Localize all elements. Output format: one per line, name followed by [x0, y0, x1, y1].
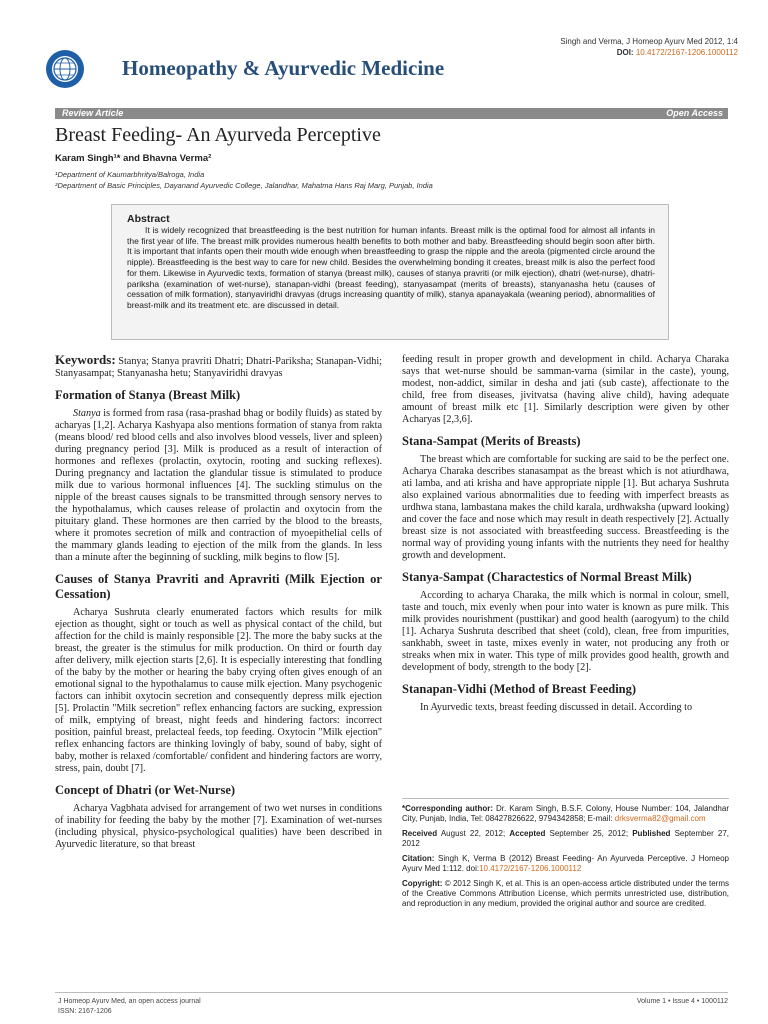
- copyright: Copyright: © 2012 Singh K, et al. This is an open-access article distributed under the terms of the Creative Commons Attribution License, which permits unrestricted use, distribution, and reproduction in any medium, provided the original author and source are credited.: [402, 879, 729, 908]
- section-heading-causes: Causes of Stanya Pravriti and Apravriti (Milk Ejection or Cessation): [55, 572, 382, 601]
- footer-volume: Volume 1 • Issue 4 • 1000112: [636, 998, 728, 1005]
- publisher-logo-icon: [44, 48, 86, 90]
- citation-doi-link[interactable]: 10.4172/2167-1206.1000112: [479, 864, 582, 873]
- keywords-label: Keywords:: [55, 352, 116, 367]
- article-type-label: Review Article: [62, 108, 124, 118]
- abstract-heading: Abstract: [127, 213, 170, 225]
- abstract-text: It is widely recognized that breastfeeding is the best nutrition for human infants. Breast milk is the optimal food for almost all infants in the first year of life. The breast milk provides numerous health benefits to both mother and baby. Breastfeeding should begin soon after birth. It is important that infants open their mouth wide enough when breastfeeding to grasp the nipple and the areola (pigmented circle around the nipple). Breastfeeding is the best way to care for new child. Besides the overwhelming bonding it creates, breast milk is also the perfect food for them. Likewise in Ayurvedic texts, formation of stanya (breast milk), causes of stanya pravriti (or milk ejection), dhatri (wet-nurse), dhatri-pariksha (examination of wet-nurse), stanapan-vidhi (breast feeding), stanyasampat (merits of breasts), stanyanasha hetu (causes of cessation of milk formation), stanyaviridhi dravyas (drugs increasing quantity of milk), stanya apanayakala (weaning period), abnormalities of breast-milk and its treatment etc. are discussed in detail.: [127, 225, 655, 310]
- corresponding-author: *Corresponding author: Dr. Karam Singh, B.S.F. Colony, House Number: 104, Jalandhar City, Punjab, India, Tel: 08427826622, 9794342858; E-mail: drksverma82@gmail.com: [402, 804, 729, 823]
- open-access-label: Open Access: [666, 108, 723, 118]
- paragraph: According to acharya Charaka, the milk which is normal in colour, smell, taste and touch, mix evenly when pour into water is known as pure milk. This milk provides nourishment (pusttikar) and good health (aarogyum) to the child [1]. Acharya Sushruta described that sheet (cold), clean, free from impurities, sankhabh, sweet in taste, mixes evenly in water, not producing any froth or streaks when mix in water. This type of milk provides good health, growth and development of body, strength to the body [2].: [402, 590, 729, 673]
- left-column: [55, 354, 382, 851]
- section-heading-stanya-sampat: Stanya-Sampat (Charactestics of Normal Breast Milk): [402, 570, 692, 584]
- affiliation-1: ¹Department of Kaumarbhritya/Balroga, India: [55, 170, 205, 179]
- email-link[interactable]: drksverma82@gmail.com: [614, 814, 706, 823]
- section-heading-formation: Formation of Stanya (Breast Milk): [55, 388, 241, 402]
- citation-header: [560, 36, 738, 58]
- paragraph: In Ayurvedic texts, breast feeding discussed in detail. According to: [420, 702, 693, 713]
- section-heading-stana-sampat: Stana-Sampat (Merits of Breasts): [402, 434, 581, 448]
- article-type-bar: [55, 108, 728, 119]
- footer-divider: [55, 992, 728, 993]
- footer-issn: ISSN: 2167-1206: [58, 1008, 112, 1015]
- paragraph: The breast which are comfortable for sucking are said to be the perfect one. Acharya Charaka describes stanasampat as the breast which is not atiurdhawa, ati lamba, and ati krisha and have appropriate nipple [1]. But acharya Sushruta also explained various abnormalities due to feeding with imperfect breasts as urdhwa stana, lambastana makes the child karala, urdhwaksha (upward looking) and cover the face and nose which may result in death respectively [2]. Actually breast size is not associated with breastfeeding success. Breastfeeding is the normal way of providing young infants with the nutrients they need for healthy growth and development.: [402, 454, 729, 561]
- citation-line: Singh and Verma, J Homeop Ayurv Med 2012, 1:4: [560, 37, 738, 46]
- section-heading-dhatri: Concept of Dhatri (or Wet-Nurse): [55, 783, 236, 797]
- doi-link[interactable]: 10.4172/2167-1206.1000112: [635, 48, 738, 57]
- abstract-box: [111, 204, 669, 340]
- paragraph: Stanya is formed from rasa (rasa-prashad bhag or bodily fluids) as stated by acharyas [1,2]. Acharya Kashyapa also mentions formation of stanya from rakta (means blood/ red blood cells and also involves blood vessels, liver and spleen) during pregnancy period [3]. Milk is produced as a result of interaction of hormones and reflexes (prolactin, oxytocin, rooting and sucking reflexes). During pregnancy and lactation the glandular tissue is stimulated to produce milk due to various hormonal influences [4]. The suckling stimulus on the nipple of the breast causes signals to be transmitted through sensory nerves to the hypothalamus, which causes release of prolactin and oxytocin from the pituitary gland. These hormones are then carried by the blood to the breasts, where it promotes secretion of milk and contraction of myoepithelial cells of the mammary glands leading to ejection of the milk from the glands. In less than a minute after the beginning of suckling, milk begins to flow [5].: [55, 408, 382, 563]
- correspondence-block: [402, 804, 729, 914]
- journal-title: Homeopathy & Ayurvedic Medicine: [122, 56, 445, 80]
- footer-left: [58, 997, 201, 1017]
- section-heading-stanapan-vidhi: Stanapan-Vidhi (Method of Breast Feeding): [402, 682, 637, 696]
- authors: Karam Singh¹* and Bhavna Verma²: [55, 153, 212, 164]
- right-column: [402, 354, 729, 714]
- paragraph: feeding result in proper growth and development in child. Acharya Charaka says that wet-nurse should be samman-varna (similar in the caste), young, modest, non-addict, similar in desha and jati (sub caste), affectionate to the child, free from diseases, jivitvatsa (having alive child), having adequate amount of breast milk etc [1]. Similarly description were given by other Acharyas [2,3,6].: [402, 354, 729, 425]
- doi-line: DOI: 10.4172/2167-1206.1000112: [616, 48, 738, 57]
- footer-journal: J Homeop Ayurv Med, an open access journal: [58, 998, 201, 1005]
- keywords: [55, 354, 382, 380]
- divider: [402, 798, 729, 799]
- keywords-text: Stanya; Stanya pravriti Dhatri; Dhatri-Pariksha; Stanapan-Vidhi; Stanyasampat; Stanyanasha hetu; Stanyaviridhi dravyas: [55, 356, 383, 379]
- citation: Citation: Singh K, Verma B (2012) Breast Feeding- An Ayurveda Perceptive. J Homeop Ayurv Med 1:112. doi:10.4172/2167-1206.1000112: [402, 854, 729, 873]
- article-title: Breast Feeding- An Ayurveda Perceptive: [55, 124, 381, 146]
- paragraph: Acharya Sushruta clearly enumerated factors which results for milk ejection as thought, sight or touch as well as physical contact of the child, but affection for the child is mainly responsible [2]. The more the baby sucks at the breast, the greater is the stimulus for milk production. On third or fourth day after delivery, milk ejection starts [2,6]. It is especially interesting that fondling of the baby by the mother or hearing the baby crying often gives enough of an emotional signal to the hypothalamus to cause milk ejection. Many psychogenic factors can inhibit oxytocin secretion and consequently depress milk ejection [5]. Prolactin "Milk secretion" reflex enhancing factors are sucking, expression of milk, emptying of breast, night feeds and hindering factors: incorrect position, painful breast, prelacteal feeds, top feeding. Oxytocin "Milk ejection" reflex enhancing factors are thinking lovingly of baby, sound of baby, sight of baby, mother is relaxed /comfortable/ confident and hindering factors are worry, stress, pain, doubt [7].: [55, 607, 382, 774]
- dates: Received August 22, 2012; Accepted September 25, 2012; Published September 27, 2012: [402, 829, 729, 848]
- affiliation-2: ²Department of Basic Principles, Dayanand Ayurvedic College, Jalandhar, Mahatma Hans Raj Marg, Punjab, India: [55, 181, 433, 190]
- paragraph: Acharya Vagbhata advised for arrangement of two wet nurses in conditions of inability for feeding the baby by the mother [7]. Examination of wet-nurses (including physical, physico-psychological qualities) have been described in Ayurvedic literature, so that breast: [55, 803, 382, 850]
